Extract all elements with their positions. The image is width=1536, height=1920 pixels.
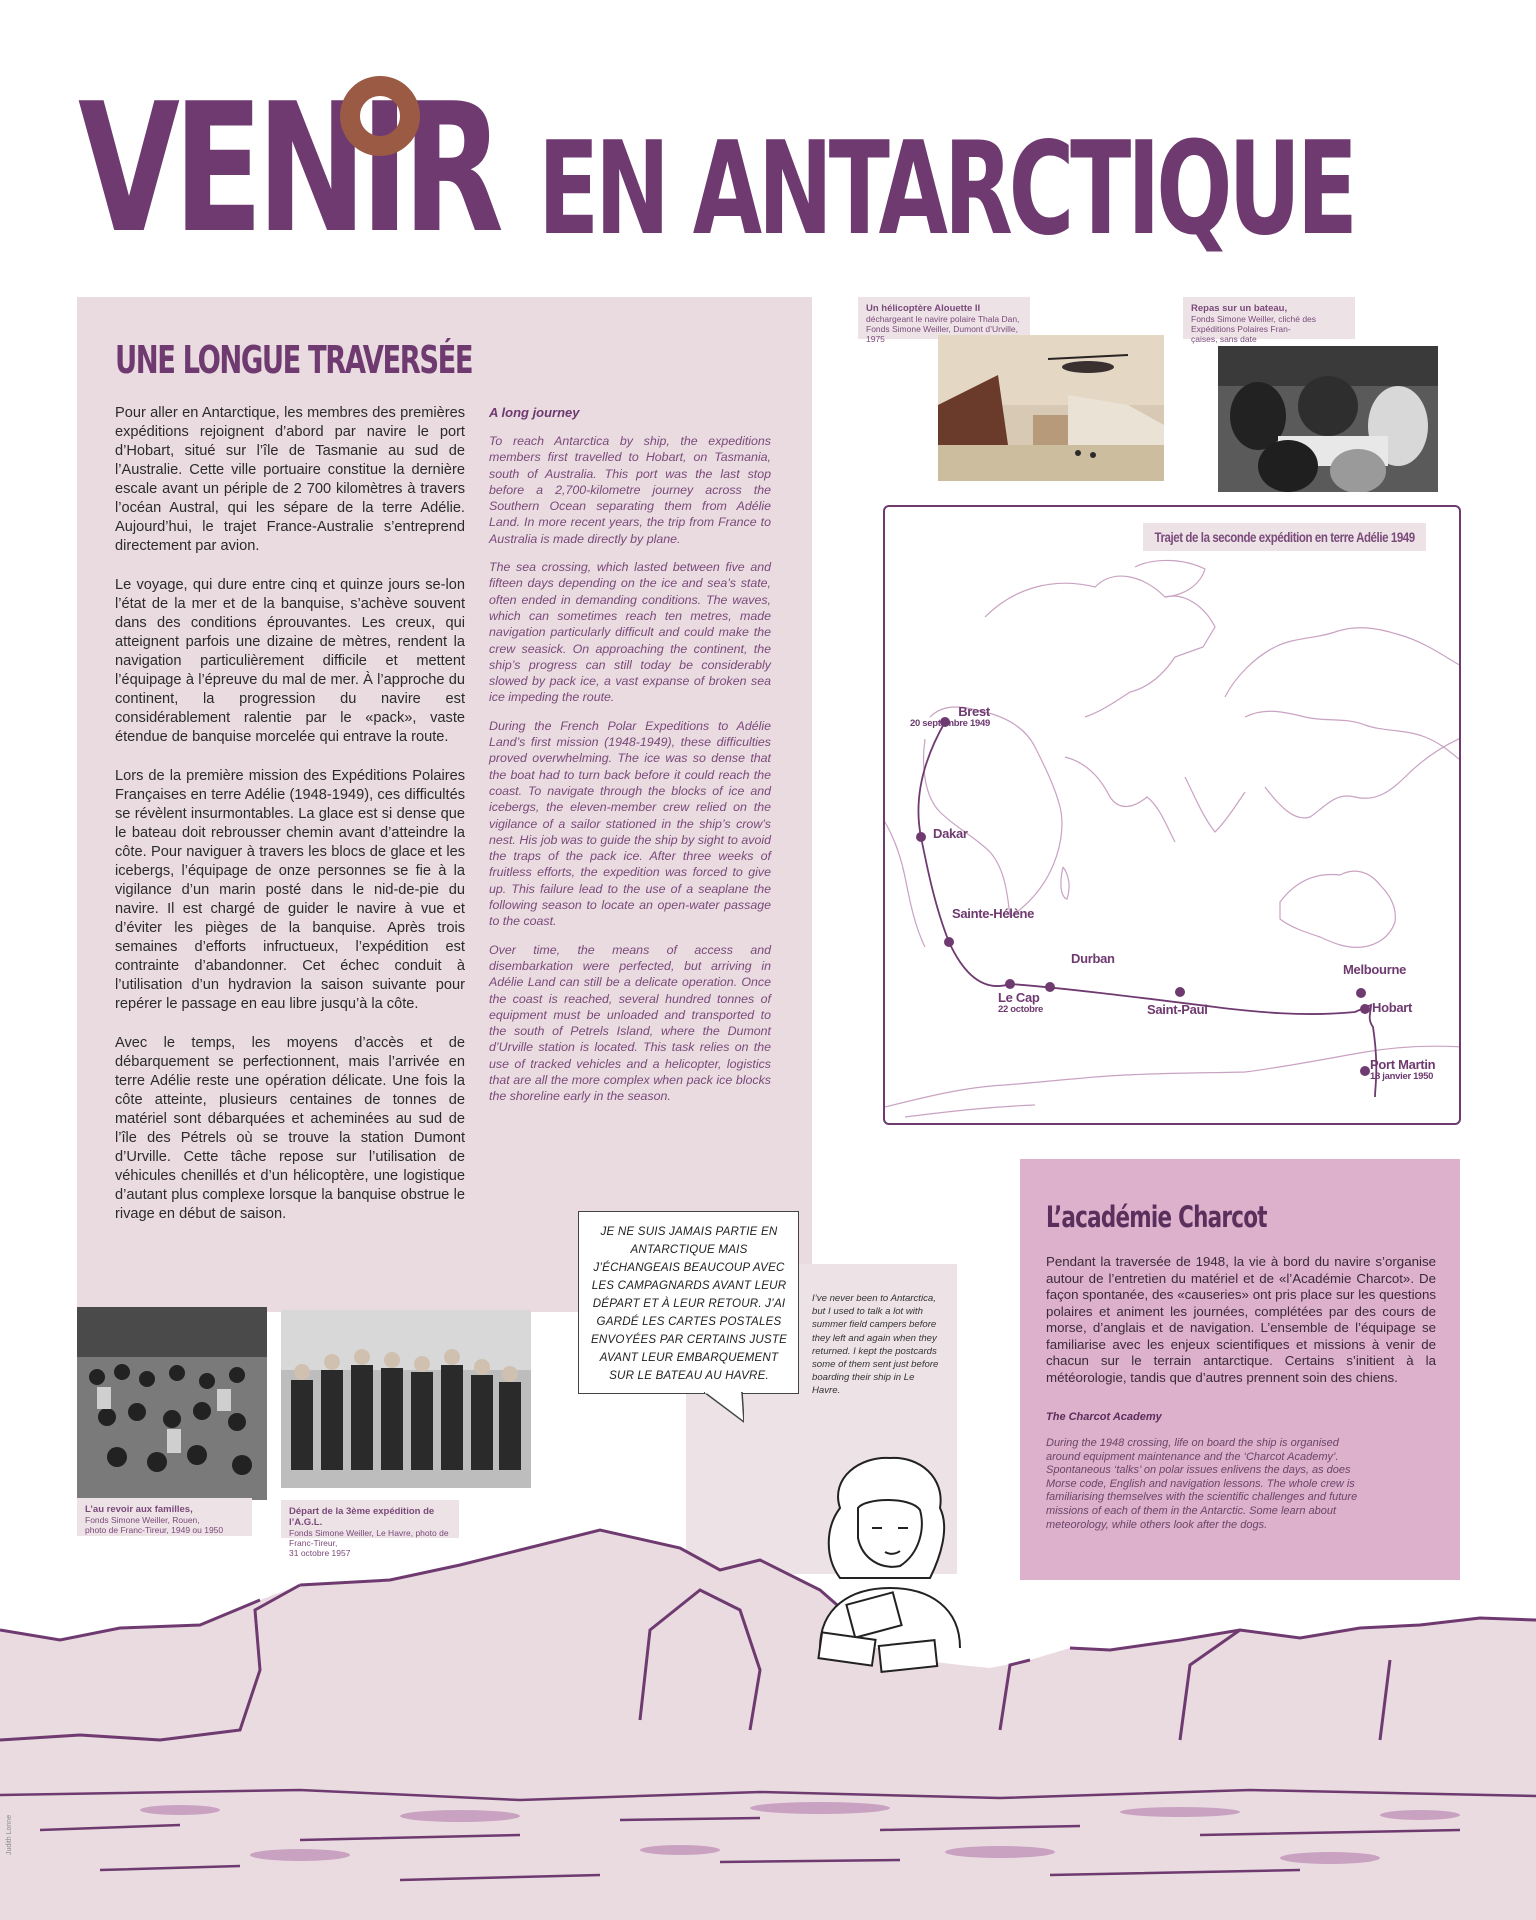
route-stop-melbourne (1356, 988, 1366, 998)
route-stop-port-martin (1360, 1066, 1370, 1076)
fr-paragraph: Le voyage, qui dure entre cinq et quinze jours se-lon l’état de la mer et de la banquise, s’achève souvent dans des conditions éprouvantes. Les creux, qui atteignent parfois une dizaine de mètres, rendent la navigation particulièrement difficile et mettent l’équipage à l’épreuve du mal de mer. À l’approche du continent, la progression du navire est considérablement ralentie par le «pack», vaste étendue de banquise morcelée qui entrave la route. (115, 577, 465, 745)
route-stop-hobart (1360, 1004, 1370, 1014)
route-stop-durban (1045, 982, 1055, 992)
city-label: Dakar (933, 826, 968, 841)
map-title: Trajet de la seconde expédition en terre Adélie 1949 (1143, 523, 1426, 551)
city-label: Melbourne (1343, 962, 1407, 977)
route-stop-le-cap (1005, 979, 1015, 989)
departure-photo (281, 1310, 531, 1488)
fr-paragraph: Avec le temps, les moyens d’accès et de débarquement se perfectionnent, mais l’arrivée en terre Adélie reste une opération délicate. Une fois la côte atteinte, plusieurs centaines de tonnes de matériel sont débarquées et acheminées au sud de l’île des Pétrels où se trouve la station Dumont d’Urville. Cette tâche repose sur l’utilisation de véhicules chenillés et d’un hélicoptère, une logistique d’autant plus complexe lorsque la banquise obstrue le rivage en début de saison. (115, 1035, 465, 1222)
woman-reading-illustration (780, 1448, 980, 1678)
en-paragraph: The sea crossing, which lasted between five and fifteen days depending on the ice and sea’s state, often ended in demanding conditions. The waves, which can sometimes reach ten metres, made navigation particularly difficult and could make the crew seasick. On approaching the continent, the ship’s progress can still today be considerably slowed by pack ice, a vast expanse of broken sea ice impeding the route. (489, 560, 771, 705)
title-word-antarctique: EN ANTARCTIQUE (538, 115, 1354, 264)
speech-bubble-text: JE NE SUIS JAMAIS PARTIE EN ANTARCTIQUE MAIS J’ÉCHANGEAIS BEAUCOUP AVEC LES CAMPAGNARDS AVANT LEUR DÉPART ET À LEUR RETOUR. J’AI GARDÉ LES CARTES POSTALES ENVOYÉES PAR CERTAINS JUSTE AVANT LEUR EMBARQUEMENT SUR LE BATEAU AU HAVRE. (590, 1225, 788, 1382)
city-label: Durban (1071, 951, 1115, 966)
helicopter-caption: Un hélicoptère Alouette II déchargeant le navire polaire Thala Dan, Fonds Simone Weiller, Dumont d’Urville, 1975 (858, 297, 1030, 339)
quote-english-text: I’ve never been to Antarctica, but I used to talk a lot with summer field campers before they left and again when they returned. I kept the postcards some of them sent just before boarding their ship in Le Havre. (812, 1293, 939, 1397)
en-paragraph: To reach Antarctica by ship, the expeditions members first travelled to Hobart, on Tasmania, south of Australia. This port was the last stop before a 2,700-kilometre journey across the Southern Ocean separating them from Adélie Land. In more recent years, the trip from France to Australia is made directly by plane. (489, 434, 771, 546)
families-caption: L’au revoir aux familles, Fonds Simone Weiller, Rouen, photo de Franc-Tireur, 1949 ou 1950 (77, 1498, 252, 1536)
city-label: Sainte-Hélène (952, 906, 1035, 921)
section-heading: UNE LONGUE TRAVERSÉE (115, 338, 473, 382)
speech-bubble-tail (704, 1392, 744, 1424)
route-stop-saint-paul (1175, 987, 1185, 997)
route-stop-sainte-helene (944, 937, 954, 947)
departure-caption: Départ de la 3ème expédition de l’A.G.L. Fonds Simone Weiller, Le Havre, photo de Franc-Tireur, 31 octobre 1957 (281, 1500, 459, 1538)
iceberg-landscape-illustration (0, 1490, 1536, 1920)
academy-heading: L’académie Charcot (1046, 1200, 1267, 1234)
meal-caption: Repas sur un bateau, Fonds Simone Weiller, cliché des Expéditions Polaires Fran- çaises, sans date (1183, 297, 1355, 339)
fr-paragraph: Pour aller en Antarctique, les membres des premières expéditions rejoignent d’abord par navire le port d’Hobart, situé sur l’île de Tasmanie au sud de l’Australie. Cette ville portuaire constitue la dernière escale avant un périple de 2 700 kilomètres à travers l’océan Austral, qui les sépare de la terre Adélie. Aujourd’hui, le trajet France-Australie s’entreprend directement par avion. (115, 405, 465, 554)
city-label: Hobart (1372, 1000, 1413, 1015)
en-paragraph: Over time, the means of access and disembarkation were perfected, but arriving in Adélie Land can still be a delicate operation. Once the coast is reached, several hundred tonnes of equipment must be unloaded and transported to the south of Petrels Island, where the Dumont d’Urville station is located. This task relies on the use of tracked vehicles and a helicopter, logistics that are all the more complex when pack ice blocks the shoreline early in the season. (489, 942, 771, 1104)
en-paragraph: During the French Polar Expeditions to Adélie Land’s first mission (1948-1949), these difficulties proved overwhelming. The ice was so dense that the boat had to turn back before it could reach the coast. To navigate through the blocks of ice and icebergs, the eleven-member crew relied on the vigilance of a sailor stationed in the ship’s crow’s nest. His job was to guide the ship by sight to avoid the traps of the pack ice. After three weeks of fruitless efforts, the expedition was forced to give up. This failure lead to the use of a seaplane the following season to locate an open-water passage to the coast. (489, 718, 771, 929)
city-label: Port Martin 18 janvier 1950 (1370, 1057, 1436, 1082)
city-label: Le Cap 22 octobre (998, 990, 1044, 1015)
route-stop-dakar (916, 832, 926, 842)
title-word-venir: VENIR (78, 65, 498, 272)
helicopter-photo (938, 335, 1164, 481)
city-label: Saint-Paul (1147, 1002, 1208, 1017)
english-text (489, 433, 771, 1117)
fr-paragraph: Lors de la première mission des Expéditions Polaires Françaises en terre Adélie (1948-1949), ces difficultés se révèlent insurmontables. La glace est si dense que le bateau doit rebrousser chemin avant d’atteindre la côte. Pour naviguer à travers les blocs de glace et les icebergs, l’équipage de onze personnes se fie à la vigilance d’un marin posté dans le nid-de-pie du navire. Il est chargé de guider le navire à vue et d’éviter les pièges de la banquise. Après trois semaines d’efforts infructueux, l’expédition est contrainte d’abandonner. Cet échec conduit à l’utilisation d’un hydravion la saison suivante pour repérer le passage en eau libre jusqu’à la côte. (115, 768, 465, 1012)
academy-english-title: The Charcot Academy (1046, 1411, 1162, 1423)
english-title: A long journey (489, 405, 580, 420)
page-title (78, 65, 1468, 272)
illustrator-credit: Judith Lonne (6, 1814, 13, 1855)
meal-photo (1218, 346, 1438, 492)
academy-english-text: During the 1948 crossing, life on board the ship is organised around equipment maintenance and the ‘Charcot Academy’. Spontaneous ‘talks’ on polar issues enlivens the days, as does Morse code, English and navigation lessons. The whole crew is familiarising themselves with the scientific challenges and future missions of each of them in the Antarctic. Some learn about meteorology, while others look after the dogs. (1046, 1437, 1358, 1531)
french-text (115, 404, 465, 1244)
city-label: Brest 20 septembre 1949 (910, 704, 990, 729)
world-map-outline (885, 507, 1461, 1125)
families-photo (77, 1307, 267, 1500)
title-ring-icon (338, 74, 422, 158)
academy-french-text: Pendant la traversée de 1948, la vie à bord du navire s’organise autour de l’entretien du matériel et de «l’Académie Charcot». De façon spontanée, des «causeries» ont pris place sur les questions polaires et animent les journées, complétées par des cours de morse, d’anglais et de navigation. L’ensemble de l’équipage se familiarise avec les enjeux scientifiques et missions à venir de chacun sur le terrain antarctique. Certains s’initient à la météorologie, tandis que d’autres prennent soin des chiens. (1046, 1254, 1436, 1385)
route-map (883, 505, 1461, 1125)
